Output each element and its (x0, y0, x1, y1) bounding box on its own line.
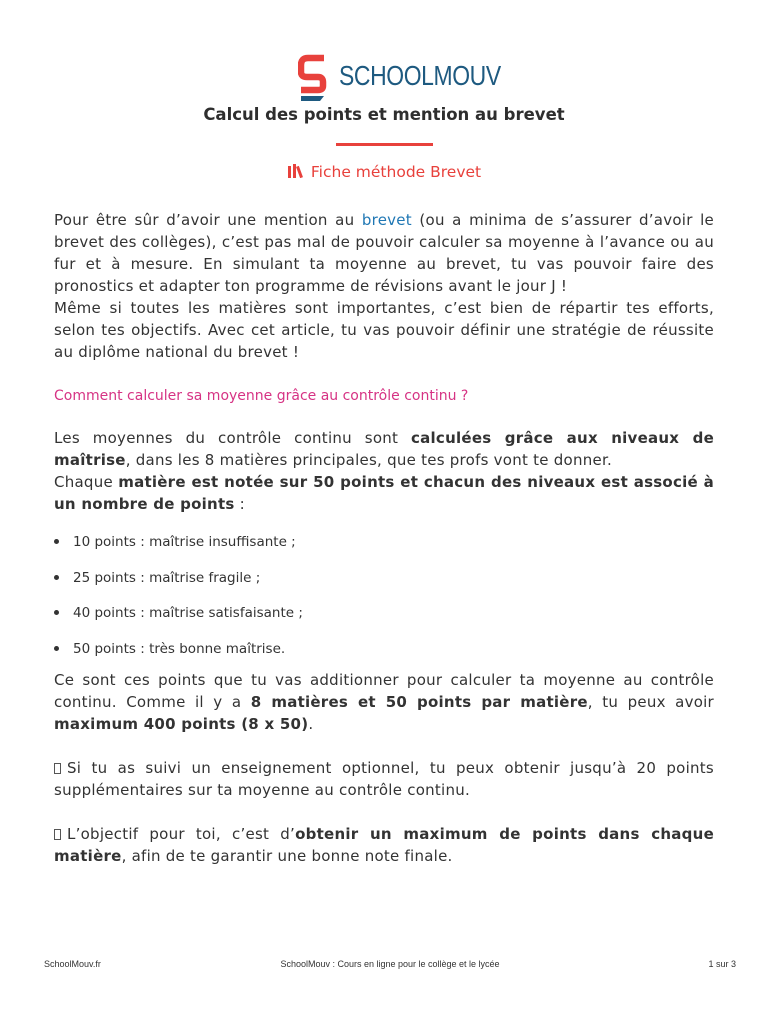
article-body (54, 209, 714, 867)
text: . (308, 715, 314, 733)
list-item (54, 569, 714, 587)
list-item-text: 10 points : maîtrise insuffisante ; (73, 534, 296, 550)
title-underline (336, 143, 433, 146)
text: L’objectif pour toi, c’est d’ (67, 825, 296, 843)
intro-paragraph (54, 209, 714, 297)
bold-text: obtenir un maximum de points dans chaque matière (54, 825, 714, 865)
objective-paragraph (54, 823, 714, 867)
intro-text: Pour être sûr d’avoir une mention au (54, 211, 362, 229)
brevet-link[interactable]: brevet (361, 211, 412, 229)
list-item-text: 25 points : maîtrise fragile ; (73, 569, 261, 586)
text: : (234, 495, 245, 513)
list-item (54, 533, 714, 551)
list-item-text: 50 points : très bonne maîtrise. (73, 640, 286, 657)
points-paragraph (54, 669, 714, 735)
books-icon (287, 164, 305, 178)
bullet (54, 575, 59, 580)
brand-name: SCHOOLMOUV (339, 60, 501, 91)
bold-text: 8 matières et 50 points par matière (250, 693, 588, 711)
section-heading: Comment calculer sa moyenne grâce au contrôle continu ? (54, 388, 469, 404)
schoolmouv-logo (0, 52, 768, 102)
list-item (54, 640, 714, 658)
subtitle (0, 163, 768, 181)
text: , dans les 8 matières principales, que tes profs vont te donner. (125, 451, 613, 469)
bullet (54, 539, 59, 544)
text: Les moyennes du contrôle continu sont (54, 429, 412, 447)
text: Chaque (54, 473, 119, 491)
schoolmouv-s-icon (298, 52, 328, 102)
bold-text: maximum 400 points (8 x 50) (54, 715, 309, 733)
text: Si tu as suivi un enseignement optionnel, tu peux obtenir jusqu’à 20 points supplémentaires sur ta moyenne au contrôle continu. (54, 759, 714, 799)
levels-list (54, 533, 714, 658)
section-paragraph (54, 427, 714, 471)
bold-text: calculées grâce aux niveaux de maîtrise (54, 429, 714, 469)
intro-paragraph-2: Même si toutes les matières sont importantes, c’est bien de répartir tes efforts, selon tes objectifs. Avec cet article, tu vas pouvoir définir une stratégie de réussite au diplôme national du brevet ! (54, 299, 714, 361)
subtitle-text: Fiche méthode Brevet (310, 163, 482, 181)
footer-page-number: 1 sur 3 (708, 959, 736, 969)
bullet (54, 646, 59, 651)
missing-glyph-icon (54, 829, 61, 840)
text: Ce sont ces points que tu vas additionner pour calculer ta moyenne au contrôle continu. Comme il y a (54, 671, 714, 711)
page-footer (44, 959, 736, 973)
bold-text: matière est notée sur 50 points et chacun des niveaux est associé à un nombre de points (54, 473, 715, 513)
text: , tu peux avoir (587, 693, 714, 711)
page-title: Calcul des points et mention au brevet (203, 105, 565, 124)
missing-glyph-icon (54, 763, 61, 774)
option-paragraph (54, 757, 714, 801)
footer-tagline: SchoolMouv : Cours en ligne pour le collège et le lycée (280, 959, 500, 969)
list-item-text: 40 points : maîtrise satisfaisante ; (73, 605, 303, 621)
bullet (54, 610, 59, 615)
footer-site: SchoolMouv.fr (44, 959, 101, 969)
list-item (54, 604, 714, 622)
text: , afin de te garantir une bonne note finale. (121, 847, 453, 865)
section-paragraph-2 (54, 471, 714, 515)
intro-text: (ou a minima de s’assurer d’avoir le brevet des collèges), c’est pas mal de pouvoir calculer sa moyenne à l’avance ou au fur et à mesure. En simulant ta moyenne au brevet, tu vas pouvoir faire des pronostics et adapter ton programme de révisions avant le jour J ! (54, 211, 714, 295)
